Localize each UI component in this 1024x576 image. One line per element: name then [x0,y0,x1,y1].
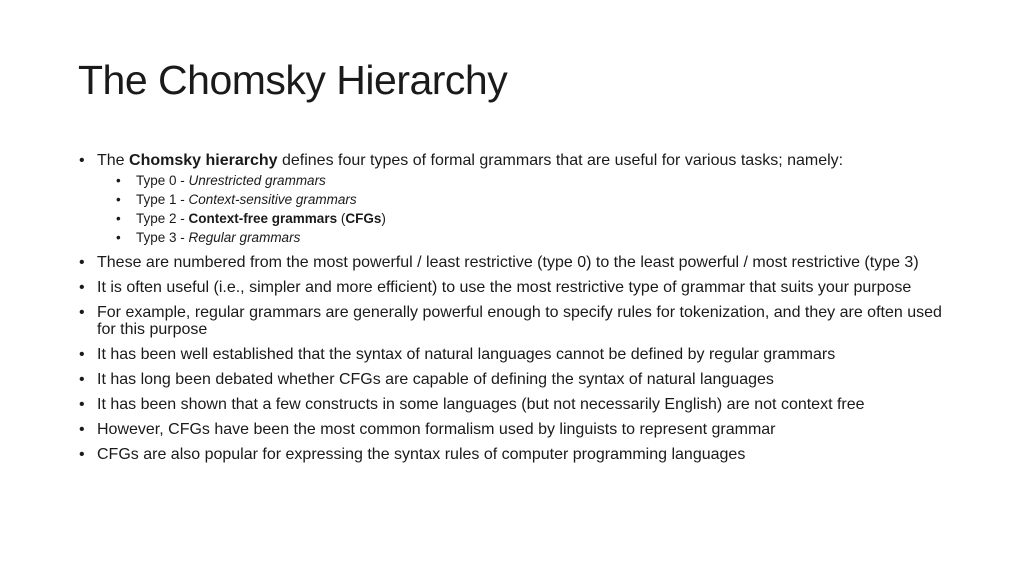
sub-bullet-prefix: Type 2 - [136,211,189,226]
sub-bullet-list [97,173,958,246]
sub-bullet-paren-close: ) [381,211,386,226]
bullet-text-bold: Chomsky hierarchy [129,152,278,169]
sub-bullet-prefix: Type 0 - [136,173,189,188]
slide-title: The Chomsky Hierarchy [78,57,508,103]
sub-bullet-term: Context-sensitive grammars [188,192,357,207]
bullet-text-pre: The [97,152,130,169]
bullet-item: • However, CFGs have been the most common formalism used by linguists to represent grammar [78,421,958,438]
bullet-item: • It is often useful (i.e., simpler and more efficient) to use the most restrictive type of grammar that suits your purpose [78,279,958,296]
sub-bullet-type3 [116,230,958,246]
bullet-item: • It has been shown that a few constructs in some languages (but not necessarily English) are not context free [78,396,958,413]
bullet-item: • CFGs are also popular for expressing the syntax rules of computer programming languages [78,446,958,463]
bullet-list [78,152,958,463]
sub-bullet-paren-open: ( [337,211,346,226]
sub-bullet-prefix: Type 1 - [136,192,189,207]
bullet-item: • These are numbered from the most powerful / least restrictive (type 0) to the least powerful / most restrictive (type 3) [78,254,958,271]
bullet-item-chomsky [78,152,958,246]
bullet-text-post: defines four types of formal grammars that are useful for various tasks; namely: [277,152,844,169]
bullet-item: • For example, regular grammars are generally powerful enough to specify rules for tokenization, and they are often used for this purpose [78,304,958,338]
slide-body [78,152,958,471]
sub-bullet-term: Regular grammars [188,230,301,245]
sub-bullet-term: Unrestricted grammars [188,173,326,188]
sub-bullet-type2 [116,211,958,227]
sub-bullet-abbr: CFGs [345,211,382,226]
sub-bullet-type1 [116,192,958,208]
sub-bullet-prefix: Type 3 - [136,230,189,245]
bullet-item: • It has been well established that the syntax of natural languages cannot be defined by regular grammars [78,346,958,363]
bullet-item: • It has long been debated whether CFGs are capable of defining the syntax of natural languages [78,371,958,388]
sub-bullet-term: Context-free grammars [188,211,338,226]
sub-bullet-type0 [116,173,958,189]
